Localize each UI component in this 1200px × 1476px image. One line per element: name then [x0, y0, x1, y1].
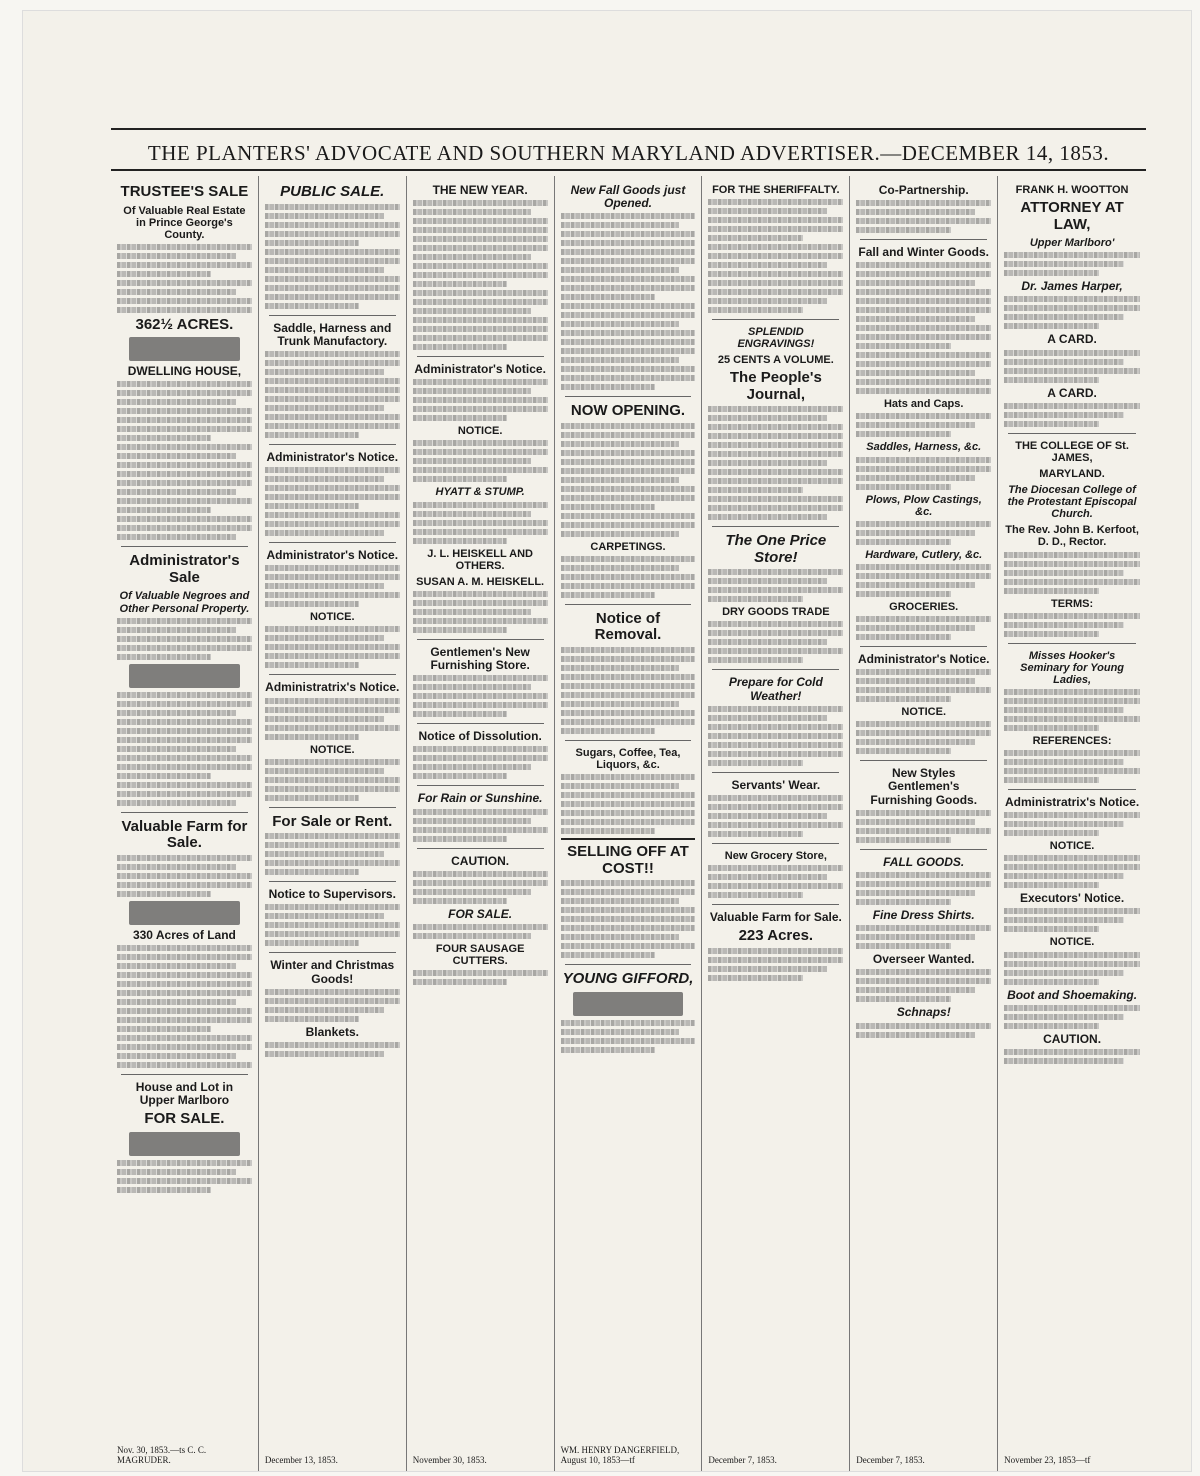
heading-house-and-lot: House and Lot in Upper Marlboro — [135, 1079, 234, 1108]
heading-rain-or-sunshine: For Rain or Sunshine. — [417, 791, 543, 806]
column-6 — [850, 176, 998, 1471]
heading-trustees-sale: TRUSTEE'S SALE — [120, 183, 249, 200]
heading-servants-wear: Servants' Wear. — [731, 777, 821, 792]
heading-330-acres: 330 Acres of Land — [132, 927, 236, 942]
heading-25-cents: 25 CENTS A VOLUME. — [717, 354, 834, 367]
heading-administratrix-notice: Administratrix's Notice. — [265, 680, 400, 695]
heading-admin-notice-2: Administrator's Notice. — [266, 548, 399, 563]
heading-selling-off: SELLING OFF AT COST!! — [567, 843, 689, 877]
heading-acres: 362½ ACRES. — [135, 315, 234, 333]
heading-winter-goods: Winter and Christmas Goods! — [270, 958, 395, 986]
masthead-rule-bottom — [111, 169, 1146, 171]
heading-one-price-store: The One Price Store! — [725, 532, 827, 566]
column-2 — [259, 176, 407, 1471]
heading-administrators-sale: Administrator's Sale — [129, 552, 240, 586]
heading-plows: Plows, Plow Castings, &c. — [865, 493, 982, 518]
columns-grid — [111, 176, 1146, 1471]
brick-house-illustration — [129, 1132, 240, 1156]
heading-overseer-wanted: Overseer Wanted. — [872, 952, 975, 967]
heading-administratrix-notice-2: Administratrix's Notice. — [1004, 794, 1140, 809]
heading-notice-3: NOTICE. — [457, 425, 503, 438]
heading-furnishing-store: Gentlemen's New Furnishing Store. — [430, 644, 530, 673]
heading-peoples-journal: The People's Journal, — [729, 369, 822, 403]
heading-groceries: GROCERIES. — [889, 600, 959, 613]
heading-valuable-farm-2: Valuable Farm for Sale. — [709, 910, 842, 925]
heading-now-opening: NOW OPENING. — [570, 402, 686, 420]
heading-new-grocery: New Grocery Store, — [724, 850, 827, 863]
heading-schnaps: Schnaps! — [896, 1005, 951, 1020]
heading-cold-weather: Prepare for Cold Weather! — [728, 675, 823, 703]
heading-maryland: MARYLAND. — [1039, 467, 1105, 480]
heading-susan-heiskell: SUSAN A. M. HEISKELL. — [416, 575, 545, 588]
heading-attorney: ATTORNEY AT LAW, — [1020, 199, 1124, 233]
heading-dr-harper: Dr. James Harper, — [1021, 279, 1123, 294]
heading-dry-goods-trade: DRY GOODS TRADE — [722, 606, 830, 619]
heading-notice-5: NOTICE. — [1049, 840, 1095, 853]
heading-carpetings: CARPETINGS. — [590, 540, 666, 553]
column-5 — [702, 176, 850, 1471]
footer-date: November 30, 1853. — [412, 1455, 487, 1465]
column-3 — [407, 176, 555, 1471]
heading-college-st-james: THE COLLEGE OF St. JAMES, — [1015, 439, 1129, 464]
heading-caution: CAUTION. — [451, 853, 510, 868]
heading-fall-winter-goods: Fall and Winter Goods. — [858, 245, 989, 260]
heading-misses-hooker: Misses Hooker's Seminary for Young Ladies, — [1020, 649, 1125, 686]
column-7 — [998, 176, 1146, 1471]
heading-boot-shoemaking: Boot and Shoemaking. — [1007, 987, 1138, 1002]
heading-sheriffalty: FOR THE SHERIFFALTY. — [712, 184, 840, 196]
heading-notice-6: NOTICE. — [1049, 936, 1095, 949]
column-1 — [111, 176, 259, 1471]
heading-terms: TERMS: — [1050, 597, 1094, 610]
heading-fall-goods: FALL GOODS. — [883, 854, 965, 869]
heading-valuable-farm: Valuable Farm for Sale. — [121, 817, 248, 852]
heading-saddle-harness: Saddle, Harness and Trunk Manufactory. — [273, 320, 392, 348]
heading-caution-2: CAUTION. — [1043, 1031, 1102, 1046]
heading-for-sale: FOR SALE. — [144, 1110, 225, 1128]
heading-admin-notice-3: Administrator's Notice. — [414, 362, 546, 377]
heading-admin-notice-1: Administrator's Notice. — [266, 449, 399, 464]
heading-young-gifford: YOUNG GIFFORD, — [562, 970, 694, 988]
heading-hardware: Hardware, Cutlery, &c. — [865, 548, 983, 561]
heading-card-2: A CARD. — [1047, 385, 1097, 400]
masthead-title: THE PLANTERS' ADVOCATE AND SOUTHERN MARYLAND ADVERTISER.—DECEMBER 14, 1853. — [147, 141, 1110, 165]
footer-date: December 7, 1853. — [708, 1455, 777, 1465]
heading-gentlemens-furnishing: New Styles Gentlemen's Furnishing Goods. — [870, 766, 978, 807]
footer-note: Nov. 30, 1853.—ts C. C. MAGRUDER. — [117, 1445, 207, 1465]
horse-illustration — [573, 992, 684, 1016]
heading-for-sale-or-rent: For Sale or Rent. — [272, 812, 393, 830]
subheading-real-estate: Of Valuable Real Estate in Prince George's County. — [123, 204, 246, 241]
footer-date: November 23, 1853—tf — [1004, 1455, 1091, 1465]
heading-notice-removal: Notice of Removal. — [594, 609, 662, 644]
heading-public-sale: PUBLIC SALE. — [280, 183, 385, 200]
footer-date: December 7, 1853. — [856, 1455, 925, 1465]
heading-diocesan: The Diocesan College of the Protestant Episcopal Church. — [1007, 484, 1137, 521]
heading-notice-2: NOTICE. — [309, 743, 355, 756]
heading-dress-shirts: Fine Dress Shirts. — [872, 907, 975, 922]
heading-notice-4: NOTICE. — [901, 706, 947, 719]
heading-splendid-engravings: SPLENDID ENGRAVINGS! — [737, 326, 815, 351]
heading-dwelling-house: DWELLING HOUSE, — [127, 364, 242, 379]
heading-new-fall-goods: New Fall Goods just Opened. — [570, 183, 686, 211]
masthead-rule-top — [111, 128, 1146, 130]
footer-note: WM. HENRY DANGERFIELD, August 10, 1853—tf — [560, 1445, 680, 1465]
heading-notice-1: NOTICE. — [309, 611, 355, 624]
heading-saddles-harness: Saddles, Harness, &c. — [866, 441, 982, 454]
heading-sugars-coffee: Sugars, Coffee, Tea, Liquors, &c. — [575, 746, 681, 772]
heading-new-year: THE NEW YEAR. — [432, 183, 528, 197]
subheading-negroes: Of Valuable Negroes and Other Personal Property. — [119, 590, 250, 615]
heading-for-sale-2: FOR SALE. — [448, 906, 513, 921]
heading-blankets: Blankets. — [305, 1024, 359, 1039]
house-illustration — [129, 337, 240, 361]
heading-upper-marlboro: Upper Marlboro' — [1029, 237, 1115, 250]
heading-card-1: A CARD. — [1047, 332, 1097, 347]
heading-dissolution: Notice of Dissolution. — [418, 729, 542, 744]
farmhouse-illustration — [129, 901, 240, 925]
heading-rector: The Rev. John B. Kerfoot, D. D., Rector. — [1005, 524, 1139, 549]
heading-admin-notice-4: Administrator's Notice. — [857, 651, 990, 666]
heading-executors-notice: Executors' Notice. — [1019, 891, 1125, 906]
livestock-illustration — [129, 664, 240, 688]
heading-223-acres: 223 Acres. — [738, 927, 814, 945]
heading-co-partnership: Co-Partnership. — [878, 183, 969, 197]
heading-wootton: FRANK H. WOOTTON — [1015, 184, 1129, 196]
heading-hyatt-stump: HYATT & STUMP. — [435, 486, 525, 499]
heading-hats-caps: Hats and Caps. — [883, 398, 964, 411]
newspaper-page — [22, 10, 1192, 1472]
heading-references: REFERENCES: — [1032, 734, 1112, 747]
footer-date: December 13, 1853. — [264, 1455, 338, 1465]
heading-notice-supervisors: Notice to Supervisors. — [268, 887, 396, 902]
column-4 — [555, 176, 703, 1471]
heading-sausage-cutters: FOUR SAUSAGE CUTTERS. — [435, 942, 525, 968]
heading-heiskell: J. L. HEISKELL AND OTHERS. — [427, 547, 533, 572]
